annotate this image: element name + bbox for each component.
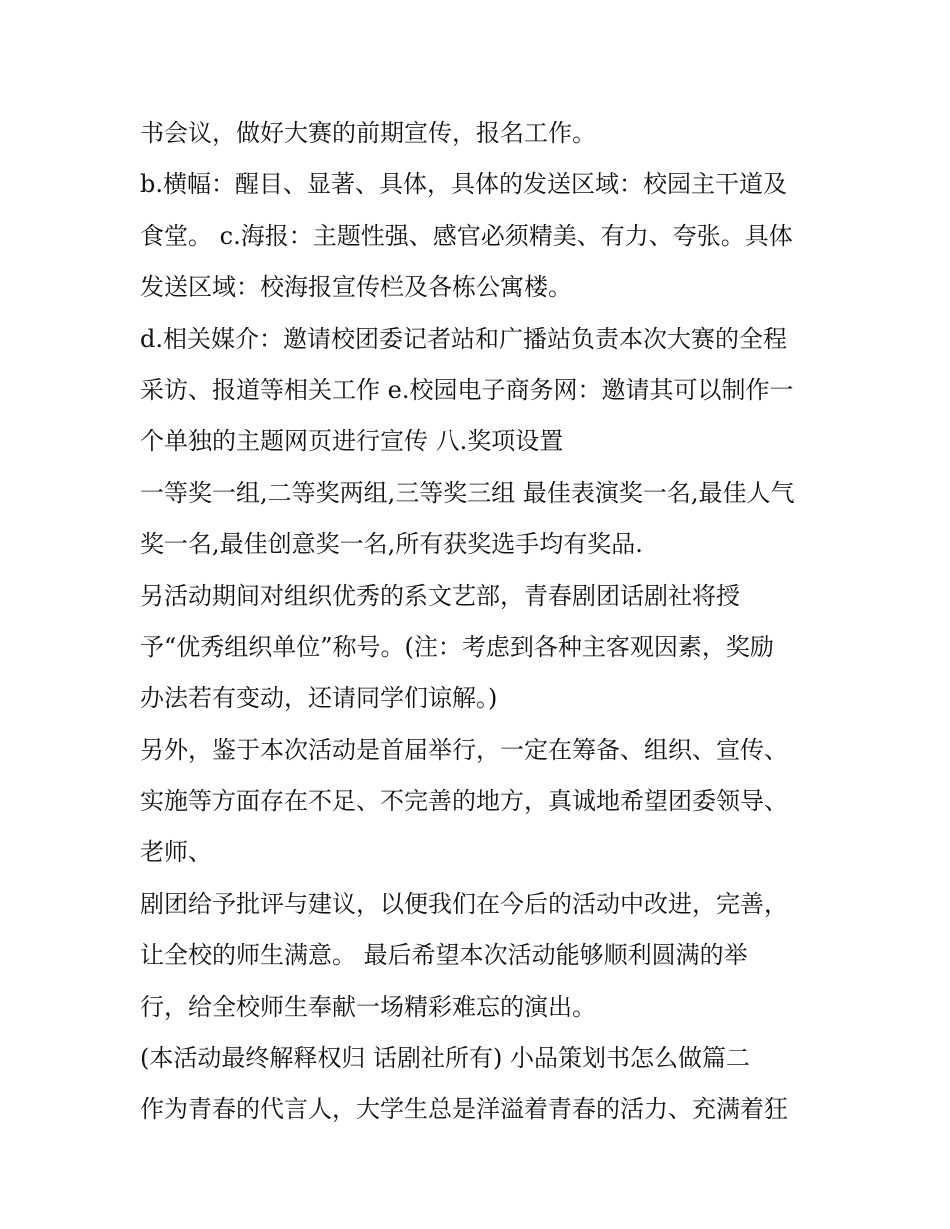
text-line: 另外，鉴于本次活动是首届举行，一定在筹备、组织、宣传、 (140, 735, 788, 764)
text-line: 作为青春的代言人，大学生总是洋溢着青春的活力、充满着狂 (140, 1095, 788, 1124)
text-line: 实施等方面存在不足、不完善的地方，真诚地希望团委领导、 (140, 787, 788, 816)
text-line: 书会议，做好大赛的前期宣传，报名工作。 (140, 119, 596, 147)
text-line: 剧团给予批评与建议，以便我们在今后的活动中改进，完善， (140, 889, 788, 918)
text-line: 发送区域：校海报宣传栏及各栋公寓楼。 (140, 273, 572, 302)
text-line: 奖一名,最佳创意奖一名,所有获奖选手均有奖品. (140, 530, 643, 559)
text-line: 予“优秀组织单位”称号。(注：考虑到各种主客观因素，奖励 (140, 632, 774, 661)
text-line: 行，给全校师生奉献一场精彩难忘的演出。 (140, 992, 596, 1021)
text-line: b.横幅：醒目、显著、具体，具体的发送区域：校园主干道及 (140, 170, 787, 199)
document-body (140, 108, 820, 1136)
text-line: 一等奖一组,二等奖两组,三等奖三组 最佳表演奖一名,最佳人气 (140, 478, 795, 507)
text-line: 另活动期间对组织优秀的系文艺部，青春剧团话剧社将授 (140, 581, 740, 610)
text-line: 办法若有变动，还请同学们谅解。) (140, 684, 498, 713)
text-line: 个单独的主题网页进行宣传 八.奖项设置 (140, 427, 564, 456)
text-line: 采访、报道等相关工作 e.校园电子商务网：邀请其可以制作一 (140, 375, 794, 404)
text-line: d.相关媒介：邀请校团委记者站和广播站负责本次大赛的全程 (140, 324, 787, 353)
text-line: (本活动最终解释权归 话剧社所有) 小品策划书怎么做篇二 (140, 1044, 750, 1073)
text-line: 食堂。 c.海报：主题性强、感官必须精美、有力、夸张。具体 (140, 221, 793, 250)
text-line: 让全校的师生满意。 最后希望本次活动能够顺利圆满的举 (140, 941, 748, 970)
text-line: 老师、 (140, 838, 212, 867)
